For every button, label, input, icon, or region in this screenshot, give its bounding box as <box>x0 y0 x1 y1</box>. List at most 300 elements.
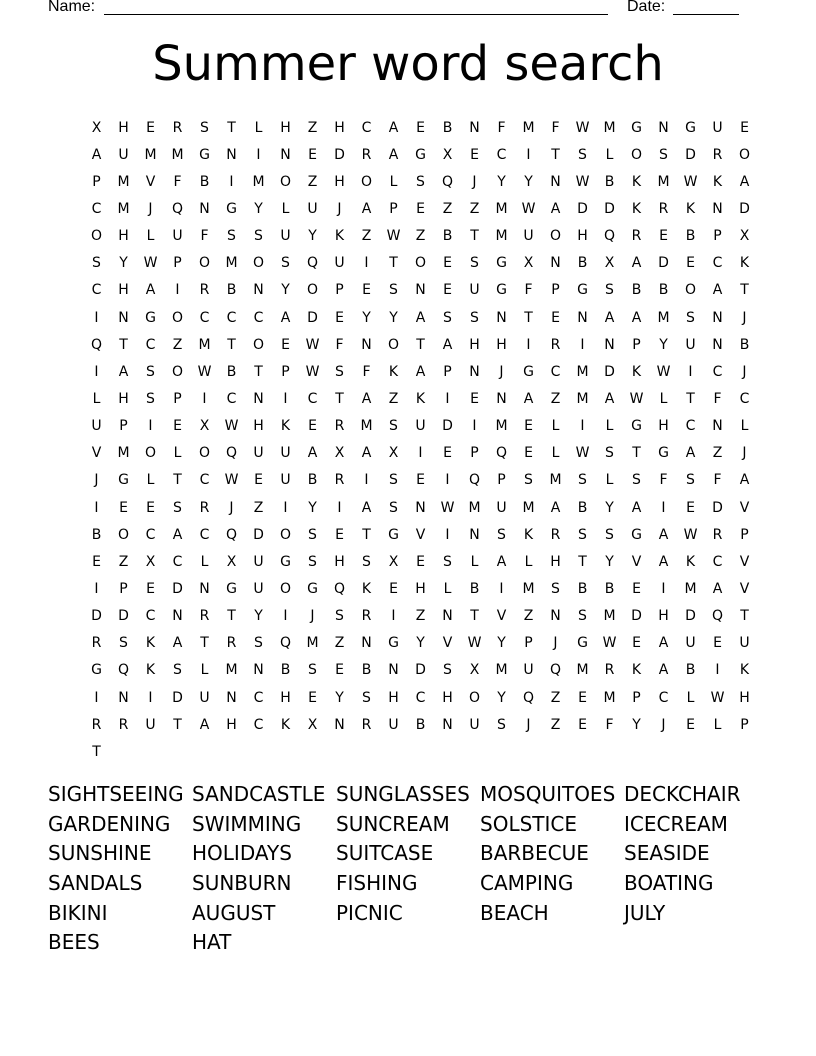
grid-letter[interactable]: K <box>145 635 156 652</box>
grid-letter[interactable]: A <box>658 553 669 570</box>
grid-letter[interactable]: R <box>91 716 102 733</box>
grid-letter[interactable]: G <box>631 119 642 136</box>
grid-letter[interactable]: P <box>524 635 533 652</box>
grid-letter[interactable]: J <box>337 200 342 217</box>
grid-letter[interactable]: O <box>306 282 319 299</box>
grid-letter[interactable]: K <box>631 200 642 217</box>
grid-letter[interactable]: N <box>199 200 210 217</box>
grid-letter[interactable]: O <box>198 255 211 272</box>
grid-letter[interactable]: G <box>415 146 426 163</box>
grid-letter[interactable]: M <box>522 119 535 136</box>
grid-letter[interactable]: L <box>389 173 398 190</box>
grid-letter[interactable]: I <box>580 336 585 353</box>
grid-letter[interactable]: H <box>280 689 291 706</box>
grid-letter[interactable]: V <box>496 608 507 625</box>
grid-letter[interactable]: K <box>685 553 696 570</box>
grid-letter[interactable]: L <box>686 689 695 706</box>
grid-letter[interactable]: H <box>334 553 345 570</box>
grid-letter[interactable]: M <box>225 255 238 272</box>
grid-letter[interactable]: M <box>603 608 616 625</box>
grid-letter[interactable]: C <box>91 282 102 299</box>
grid-letter[interactable]: R <box>361 146 372 163</box>
grid-letter[interactable]: S <box>146 390 155 407</box>
grid-letter[interactable]: R <box>226 635 237 652</box>
grid-letter[interactable]: F <box>713 390 722 407</box>
grid-letter[interactable]: S <box>443 309 452 326</box>
grid-letter[interactable]: Y <box>497 173 506 190</box>
grid-letter[interactable]: M <box>171 146 184 163</box>
grid-letter[interactable]: E <box>119 499 128 516</box>
grid-letter[interactable]: Y <box>416 635 425 652</box>
grid-letter[interactable]: E <box>578 716 587 733</box>
grid-letter[interactable]: R <box>712 526 723 543</box>
grid-letter[interactable]: L <box>281 200 290 217</box>
grid-letter[interactable]: X <box>307 716 318 733</box>
grid-letter[interactable]: L <box>740 418 749 435</box>
grid-letter[interactable]: O <box>387 336 400 353</box>
grid-letter[interactable]: E <box>254 472 263 489</box>
grid-letter[interactable]: A <box>442 336 453 353</box>
grid-letter[interactable]: L <box>605 472 614 489</box>
grid-letter[interactable]: N <box>604 336 615 353</box>
grid-letter[interactable]: M <box>198 336 211 353</box>
grid-letter[interactable]: A <box>388 146 399 163</box>
grid-letter[interactable]: T <box>740 282 749 299</box>
grid-letter[interactable]: P <box>281 363 290 380</box>
grid-letter[interactable]: S <box>389 418 398 435</box>
grid-letter[interactable]: T <box>578 553 587 570</box>
grid-letter[interactable]: E <box>524 445 533 462</box>
grid-letter[interactable]: S <box>578 146 587 163</box>
grid-letter[interactable]: L <box>173 445 182 462</box>
grid-letter[interactable]: B <box>442 119 453 136</box>
grid-letter[interactable]: A <box>550 200 561 217</box>
grid-letter[interactable]: C <box>145 526 156 543</box>
grid-letter[interactable]: A <box>145 282 156 299</box>
grid-letter[interactable]: D <box>631 608 642 625</box>
grid-letter[interactable]: P <box>470 445 479 462</box>
grid-letter[interactable]: N <box>442 608 453 625</box>
grid-letter[interactable]: A <box>739 472 750 489</box>
grid-letter[interactable]: M <box>495 228 508 245</box>
grid-letter[interactable]: H <box>442 689 453 706</box>
grid-letter[interactable]: N <box>550 608 561 625</box>
grid-letter[interactable]: F <box>335 336 344 353</box>
grid-letter[interactable]: Q <box>117 662 130 679</box>
grid-letter[interactable]: T <box>227 119 236 136</box>
grid-letter[interactable]: A <box>415 363 426 380</box>
grid-letter[interactable]: P <box>632 689 641 706</box>
grid-letter[interactable]: H <box>118 390 129 407</box>
grid-letter[interactable]: X <box>388 553 399 570</box>
grid-letter[interactable]: O <box>414 255 427 272</box>
grid-letter[interactable]: K <box>415 390 426 407</box>
grid-letter[interactable]: T <box>119 336 128 353</box>
grid-letter[interactable]: A <box>739 173 750 190</box>
grid-letter[interactable]: R <box>334 418 345 435</box>
grid-letter[interactable]: I <box>391 608 396 625</box>
grid-letter[interactable]: L <box>443 580 452 597</box>
grid-letter[interactable]: O <box>468 689 481 706</box>
grid-letter[interactable]: X <box>145 553 156 570</box>
grid-letter[interactable]: N <box>469 363 480 380</box>
grid-letter[interactable]: B <box>658 282 669 299</box>
grid-letter[interactable]: N <box>712 336 723 353</box>
grid-letter[interactable]: Y <box>362 309 371 326</box>
grid-letter[interactable]: S <box>254 635 263 652</box>
grid-letter[interactable]: W <box>224 472 239 489</box>
grid-letter[interactable]: J <box>310 608 315 625</box>
grid-letter[interactable]: C <box>199 309 210 326</box>
grid-letter[interactable]: U <box>523 662 534 679</box>
grid-letter[interactable]: A <box>631 255 642 272</box>
grid-letter[interactable]: K <box>685 200 696 217</box>
grid-letter[interactable]: U <box>739 635 750 652</box>
grid-letter[interactable]: L <box>713 716 722 733</box>
grid-letter[interactable]: F <box>497 119 506 136</box>
grid-letter[interactable]: I <box>445 472 450 489</box>
grid-letter[interactable]: X <box>523 255 534 272</box>
grid-letter[interactable]: T <box>173 472 182 489</box>
grid-letter[interactable]: D <box>172 689 183 706</box>
grid-letter[interactable]: C <box>226 309 237 326</box>
grid-letter[interactable]: D <box>253 526 264 543</box>
grid-letter[interactable]: I <box>445 526 450 543</box>
grid-letter[interactable]: P <box>92 173 101 190</box>
grid-letter[interactable]: E <box>416 200 425 217</box>
grid-letter[interactable]: G <box>496 282 507 299</box>
grid-letter[interactable]: D <box>172 580 183 597</box>
grid-letter[interactable]: R <box>361 608 372 625</box>
grid-letter[interactable]: F <box>362 363 371 380</box>
grid-letter[interactable]: R <box>199 282 210 299</box>
grid-letter[interactable]: M <box>549 472 562 489</box>
grid-letter[interactable]: E <box>146 580 155 597</box>
grid-letter[interactable]: U <box>172 228 183 245</box>
grid-letter[interactable]: A <box>118 363 129 380</box>
grid-letter[interactable]: G <box>631 526 642 543</box>
grid-letter[interactable]: V <box>415 526 426 543</box>
grid-letter[interactable]: C <box>253 309 264 326</box>
grid-letter[interactable]: A <box>361 390 372 407</box>
grid-letter[interactable]: D <box>442 418 453 435</box>
grid-letter[interactable]: B <box>577 499 588 516</box>
grid-letter[interactable]: U <box>496 499 507 516</box>
grid-letter[interactable]: S <box>308 526 317 543</box>
grid-letter[interactable]: L <box>605 418 614 435</box>
grid-letter[interactable]: T <box>740 608 749 625</box>
grid-letter[interactable]: R <box>361 716 372 733</box>
grid-letter[interactable]: E <box>335 309 344 326</box>
grid-letter[interactable]: B <box>280 662 291 679</box>
grid-letter[interactable]: I <box>364 255 369 272</box>
grid-letter[interactable]: D <box>577 200 588 217</box>
grid-letter[interactable]: Z <box>442 200 453 217</box>
grid-letter[interactable]: Q <box>279 635 292 652</box>
grid-letter[interactable]: E <box>686 255 695 272</box>
grid-letter[interactable]: N <box>712 309 723 326</box>
grid-letter[interactable]: N <box>442 716 453 733</box>
grid-letter[interactable]: N <box>496 390 507 407</box>
date-blank[interactable] <box>673 14 739 15</box>
grid-letter[interactable]: H <box>415 580 426 597</box>
grid-letter[interactable]: I <box>94 363 99 380</box>
grid-letter[interactable]: C <box>145 608 156 625</box>
grid-letter[interactable]: J <box>742 363 747 380</box>
grid-letter[interactable]: R <box>550 336 561 353</box>
grid-letter[interactable]: U <box>523 228 534 245</box>
grid-letter[interactable]: X <box>388 445 399 462</box>
grid-letter[interactable]: B <box>685 228 696 245</box>
grid-letter[interactable]: G <box>226 580 237 597</box>
grid-letter[interactable]: S <box>578 608 587 625</box>
grid-letter[interactable]: T <box>686 390 695 407</box>
grid-letter[interactable]: D <box>685 608 696 625</box>
grid-letter[interactable]: Z <box>253 499 264 516</box>
grid-letter[interactable]: Z <box>415 228 426 245</box>
grid-letter[interactable]: J <box>553 635 558 652</box>
grid-letter[interactable]: Z <box>334 635 345 652</box>
grid-letter[interactable]: U <box>307 200 318 217</box>
grid-letter[interactable]: M <box>576 363 589 380</box>
grid-letter[interactable]: P <box>740 526 749 543</box>
grid-letter[interactable]: X <box>199 418 210 435</box>
grid-letter[interactable]: S <box>497 526 506 543</box>
grid-letter[interactable]: G <box>496 255 507 272</box>
grid-letter[interactable]: N <box>469 119 480 136</box>
grid-letter[interactable]: V <box>739 553 750 570</box>
grid-letter[interactable]: C <box>307 390 318 407</box>
grid-letter[interactable]: M <box>522 580 535 597</box>
grid-letter[interactable]: D <box>307 309 318 326</box>
grid-letter[interactable]: N <box>199 580 210 597</box>
grid-letter[interactable]: W <box>305 363 320 380</box>
grid-letter[interactable]: E <box>713 635 722 652</box>
grid-letter[interactable]: F <box>524 282 533 299</box>
grid-letter[interactable]: A <box>361 445 372 462</box>
grid-letter[interactable]: X <box>442 146 453 163</box>
grid-letter[interactable]: M <box>360 418 373 435</box>
grid-letter[interactable]: R <box>712 146 723 163</box>
grid-letter[interactable]: L <box>146 228 155 245</box>
grid-letter[interactable]: B <box>307 472 318 489</box>
grid-letter[interactable]: J <box>148 200 153 217</box>
grid-letter[interactable]: X <box>469 662 480 679</box>
grid-letter[interactable]: N <box>496 309 507 326</box>
grid-letter[interactable]: I <box>688 363 693 380</box>
grid-letter[interactable]: I <box>283 608 288 625</box>
grid-letter[interactable]: E <box>470 146 479 163</box>
grid-letter[interactable]: A <box>631 499 642 516</box>
grid-letter[interactable]: D <box>415 662 426 679</box>
grid-letter[interactable]: F <box>200 228 209 245</box>
grid-letter[interactable]: E <box>659 228 668 245</box>
grid-letter[interactable]: A <box>199 716 210 733</box>
grid-letter[interactable]: V <box>442 635 453 652</box>
grid-letter[interactable]: O <box>630 146 643 163</box>
grid-letter[interactable]: S <box>173 662 182 679</box>
grid-letter[interactable]: N <box>118 309 129 326</box>
grid-letter[interactable]: H <box>739 689 750 706</box>
grid-letter[interactable]: M <box>495 662 508 679</box>
grid-letter[interactable]: C <box>712 255 723 272</box>
grid-letter[interactable]: U <box>145 716 156 733</box>
grid-letter[interactable]: T <box>200 635 209 652</box>
grid-letter[interactable]: E <box>443 445 452 462</box>
grid-letter[interactable]: N <box>361 635 372 652</box>
grid-letter[interactable]: Q <box>90 336 103 353</box>
grid-letter[interactable]: R <box>658 200 669 217</box>
grid-letter[interactable]: J <box>499 363 504 380</box>
grid-letter[interactable]: M <box>117 173 130 190</box>
grid-letter[interactable]: K <box>712 173 723 190</box>
grid-letter[interactable]: S <box>686 472 695 489</box>
grid-letter[interactable]: E <box>281 336 290 353</box>
grid-letter[interactable]: S <box>470 309 479 326</box>
grid-letter[interactable]: I <box>175 282 180 299</box>
grid-letter[interactable]: P <box>713 228 722 245</box>
grid-letter[interactable]: N <box>280 146 291 163</box>
grid-letter[interactable]: I <box>526 146 531 163</box>
grid-letter[interactable]: L <box>200 553 209 570</box>
grid-letter[interactable]: C <box>199 472 210 489</box>
grid-letter[interactable]: S <box>200 119 209 136</box>
grid-letter[interactable]: S <box>308 553 317 570</box>
grid-letter[interactable]: T <box>389 255 398 272</box>
grid-letter[interactable]: Y <box>335 689 344 706</box>
grid-letter[interactable]: K <box>280 418 291 435</box>
grid-letter[interactable]: D <box>604 363 615 380</box>
grid-letter[interactable]: E <box>308 146 317 163</box>
grid-letter[interactable]: B <box>442 228 453 245</box>
grid-letter[interactable]: O <box>171 363 184 380</box>
grid-letter[interactable]: Q <box>306 255 319 272</box>
grid-letter[interactable]: J <box>742 445 747 462</box>
grid-letter[interactable]: P <box>335 282 344 299</box>
grid-letter[interactable]: E <box>443 255 452 272</box>
grid-letter[interactable]: P <box>173 255 182 272</box>
grid-letter[interactable]: F <box>551 119 560 136</box>
grid-letter[interactable]: I <box>283 499 288 516</box>
grid-letter[interactable]: I <box>445 390 450 407</box>
grid-letter[interactable]: C <box>226 390 237 407</box>
grid-letter[interactable]: S <box>362 689 371 706</box>
grid-letter[interactable]: M <box>576 662 589 679</box>
grid-letter[interactable]: U <box>712 119 723 136</box>
grid-letter[interactable]: N <box>712 418 723 435</box>
grid-letter[interactable]: B <box>577 255 588 272</box>
grid-letter[interactable]: V <box>739 580 750 597</box>
grid-letter[interactable]: B <box>226 282 237 299</box>
grid-letter[interactable]: I <box>337 499 342 516</box>
grid-letter[interactable]: B <box>604 580 615 597</box>
grid-letter[interactable]: X <box>91 119 102 136</box>
grid-letter[interactable]: O <box>144 445 157 462</box>
grid-letter[interactable]: G <box>388 635 399 652</box>
grid-letter[interactable]: I <box>148 418 153 435</box>
grid-letter[interactable]: E <box>308 689 317 706</box>
grid-letter[interactable]: M <box>117 200 130 217</box>
grid-letter[interactable]: Z <box>361 228 372 245</box>
grid-letter[interactable]: P <box>389 200 398 217</box>
grid-letter[interactable]: U <box>280 228 291 245</box>
grid-letter[interactable]: I <box>418 445 423 462</box>
grid-letter[interactable]: R <box>199 499 210 516</box>
grid-letter[interactable]: J <box>94 472 99 489</box>
grid-letter[interactable]: Y <box>497 689 506 706</box>
grid-letter[interactable]: G <box>631 418 642 435</box>
grid-letter[interactable]: T <box>335 390 344 407</box>
grid-letter[interactable]: L <box>200 662 209 679</box>
grid-letter[interactable]: S <box>389 472 398 489</box>
grid-letter[interactable]: S <box>335 608 344 625</box>
grid-letter[interactable]: U <box>118 146 129 163</box>
grid-letter[interactable]: H <box>496 336 507 353</box>
grid-letter[interactable]: Y <box>524 173 533 190</box>
grid-letter[interactable]: G <box>91 662 102 679</box>
grid-letter[interactable]: X <box>226 553 237 570</box>
grid-letter[interactable]: T <box>173 716 182 733</box>
grid-letter[interactable]: D <box>91 608 102 625</box>
grid-letter[interactable]: L <box>605 146 614 163</box>
grid-letter[interactable]: C <box>550 363 561 380</box>
grid-letter[interactable]: C <box>253 716 264 733</box>
grid-letter[interactable]: Q <box>711 608 724 625</box>
grid-letter[interactable]: C <box>199 526 210 543</box>
grid-letter[interactable]: B <box>415 716 426 733</box>
grid-letter[interactable]: O <box>279 580 292 597</box>
grid-letter[interactable]: O <box>171 309 184 326</box>
grid-letter[interactable]: Q <box>171 200 184 217</box>
grid-letter[interactable]: D <box>685 146 696 163</box>
grid-letter[interactable]: P <box>551 282 560 299</box>
grid-letter[interactable]: J <box>472 173 477 190</box>
grid-letter[interactable]: C <box>361 119 372 136</box>
grid-letter[interactable]: O <box>117 526 130 543</box>
grid-letter[interactable]: O <box>252 255 265 272</box>
grid-letter[interactable]: O <box>198 445 211 462</box>
grid-letter[interactable]: Q <box>468 472 481 489</box>
grid-letter[interactable]: N <box>253 282 264 299</box>
grid-letter[interactable]: N <box>469 526 480 543</box>
grid-letter[interactable]: Q <box>603 228 616 245</box>
grid-letter[interactable]: Z <box>307 119 318 136</box>
grid-letter[interactable]: A <box>307 445 318 462</box>
grid-letter[interactable]: C <box>145 336 156 353</box>
grid-letter[interactable]: W <box>143 255 158 272</box>
grid-letter[interactable]: C <box>712 363 723 380</box>
grid-letter[interactable]: Y <box>497 635 506 652</box>
grid-letter[interactable]: E <box>173 418 182 435</box>
grid-letter[interactable]: H <box>118 228 129 245</box>
grid-letter[interactable]: D <box>658 255 669 272</box>
grid-letter[interactable]: K <box>739 255 750 272</box>
grid-letter[interactable]: W <box>656 363 671 380</box>
grid-letter[interactable]: L <box>551 418 560 435</box>
grid-letter[interactable]: U <box>334 255 345 272</box>
grid-letter[interactable]: Q <box>333 580 346 597</box>
grid-letter[interactable]: N <box>253 390 264 407</box>
grid-letter[interactable]: B <box>226 363 237 380</box>
grid-letter[interactable]: Y <box>254 200 263 217</box>
grid-letter[interactable]: H <box>658 418 669 435</box>
grid-letter[interactable]: S <box>524 472 533 489</box>
grid-letter[interactable]: N <box>577 309 588 326</box>
grid-letter[interactable]: A <box>388 119 399 136</box>
grid-letter[interactable]: A <box>550 499 561 516</box>
grid-letter[interactable]: D <box>712 499 723 516</box>
grid-letter[interactable]: A <box>658 635 669 652</box>
